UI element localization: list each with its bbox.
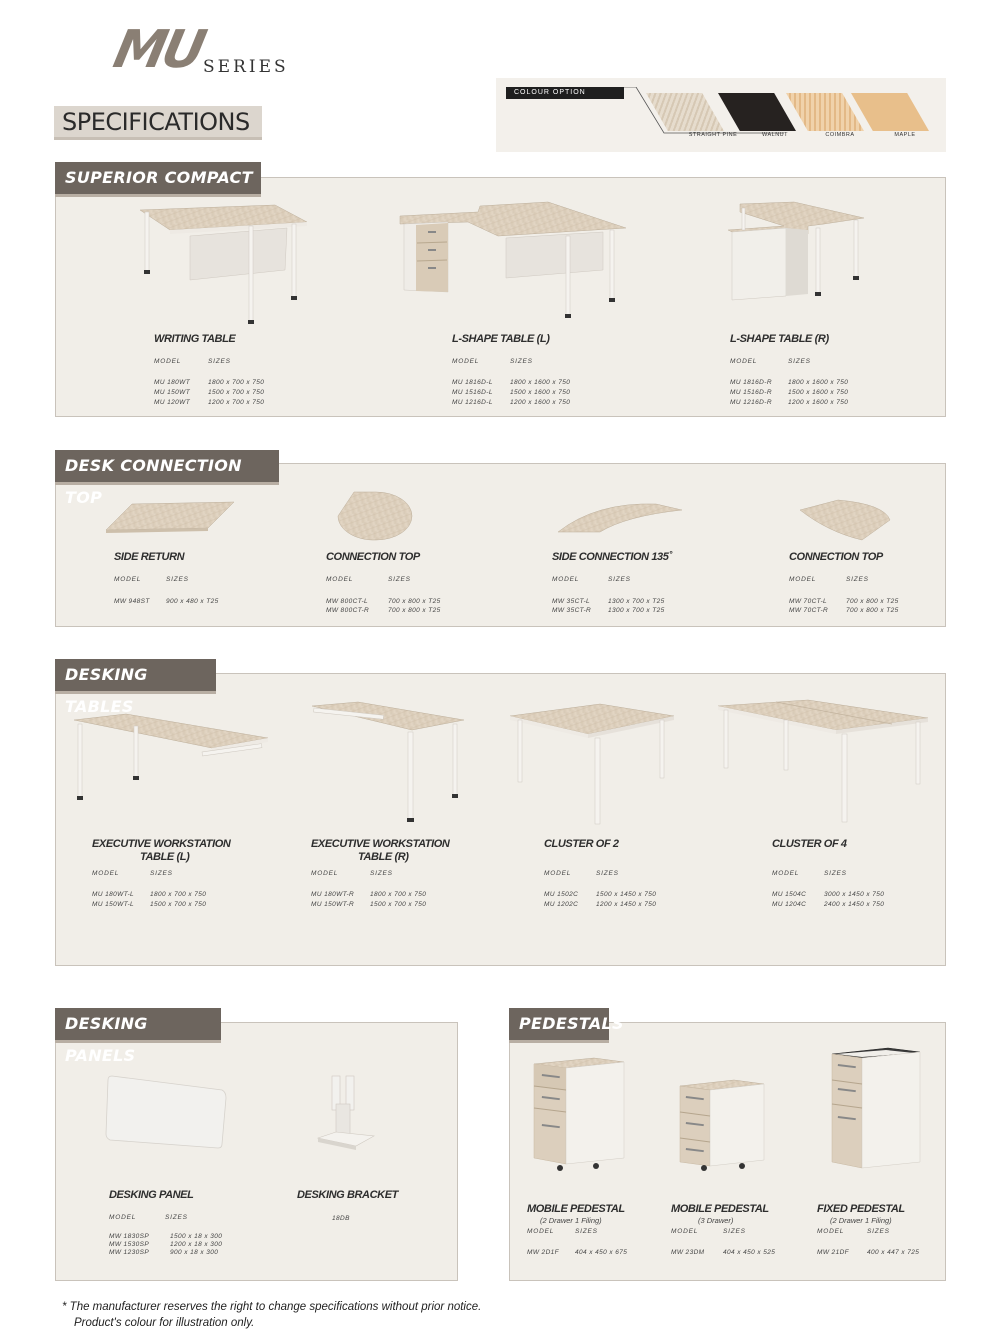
model-cell: MW 1530SP <box>109 1241 150 1248</box>
sizes-header: SIZES <box>208 358 231 365</box>
workstation-left-illustration <box>72 712 272 804</box>
size-cell: 404 x 450 x 525 <box>723 1249 776 1256</box>
size-cell: 1500 x 700 x 750 <box>150 901 207 908</box>
sizes-header: SIZES <box>165 1214 188 1221</box>
size-cell: 1500 x 1600 x 750 <box>788 389 849 396</box>
sizes-header: SIZES <box>608 576 631 583</box>
model-cell: MU 1516D-L <box>452 389 493 396</box>
footnote <box>62 1299 481 1331</box>
size-cell: 700 x 800 x T25 <box>846 598 899 605</box>
colour-option-panel <box>496 78 946 152</box>
product-title: CONNECTION TOP <box>789 551 883 563</box>
section-title: DESKING PANELS <box>55 1008 221 1040</box>
l-shape-table-right-illustration <box>724 200 869 325</box>
section-title: DESKING TABLES <box>55 659 216 691</box>
model-cell: MW 800CT-R <box>326 607 370 614</box>
product-title: CONNECTION TOP <box>326 551 420 563</box>
model-cell: MU 1516D-R <box>730 389 772 396</box>
section-title: PEDESTALS <box>509 1008 609 1040</box>
model-header: MODEL <box>311 870 339 877</box>
size-cell: 1500 x 700 x 750 <box>208 389 265 396</box>
side-connection-illustration <box>556 500 686 536</box>
model-cell: MW 70CT-L <box>789 598 828 605</box>
model-header: MODEL <box>154 358 182 365</box>
swatch-label: MAPLE <box>894 132 916 138</box>
model-header: MODEL <box>789 576 817 583</box>
size-cell: 1200 x 18 x 300 <box>170 1241 223 1248</box>
product-title: DESKING BRACKET <box>297 1189 398 1201</box>
model-header: MODEL <box>109 1214 137 1221</box>
sizes-header: SIZES <box>388 576 411 583</box>
size-cell: 400 x 447 x 725 <box>867 1249 920 1256</box>
swatch-label: STRAIGHT PINE <box>688 132 738 138</box>
size-cell: 900 x 18 x 300 <box>170 1249 219 1256</box>
sizes-header: SIZES <box>596 870 619 877</box>
model-cell: MW 70CT-R <box>789 607 829 614</box>
size-cell: 1500 x 1450 x 750 <box>596 891 657 898</box>
product-title: WRITING TABLE <box>154 333 236 345</box>
size-cell: 1500 x 1600 x 750 <box>510 389 571 396</box>
model-cell: MU 180WT <box>154 379 191 386</box>
connection-top-quarter-illustration <box>798 498 894 542</box>
model-header: MODEL <box>552 576 580 583</box>
desking-panel-illustration <box>104 1072 228 1152</box>
model-cell: MW 2D1F <box>527 1249 560 1256</box>
size-cell: 1800 x 1600 x 750 <box>510 379 571 386</box>
size-cell: 1800 x 1600 x 750 <box>788 379 849 386</box>
cluster-of-2-illustration <box>508 702 678 828</box>
product-subtitle: (2 Drawer 1 Filing) <box>830 1216 892 1225</box>
size-cell: 1200 x 1450 x 750 <box>596 901 657 908</box>
product-title: L-SHAPE TABLE (L) <box>452 333 550 345</box>
size-cell: 700 x 800 x T25 <box>846 607 899 614</box>
footnote-line: * The manufacturer reserves the right to change specifications without prior notice. <box>62 1301 482 1313</box>
model-cell: MW 23DM <box>671 1249 705 1256</box>
product-title: SIDE RETURN <box>114 551 185 563</box>
model-cell: MU 1502C <box>544 891 579 898</box>
l-shape-table-left-illustration <box>398 198 630 323</box>
model-cell: MW 948ST <box>114 598 150 605</box>
model-header: MODEL <box>730 358 758 365</box>
size-cell: 3000 x 1450 x 750 <box>824 891 885 898</box>
sizes-header: SIZES <box>788 358 811 365</box>
mobile-pedestal-2d1f-illustration <box>530 1054 628 1174</box>
product-subtitle: (3 Drawer) <box>698 1216 734 1225</box>
size-cell: 1300 x 700 x T25 <box>608 598 665 605</box>
model-cell: MU 1816D-R <box>730 379 772 386</box>
model-cell: MW 35CT-R <box>552 607 592 614</box>
sizes-header: SIZES <box>824 870 847 877</box>
model-cell: MW 800CT-L <box>326 598 369 605</box>
model-cell: MU 1816D-L <box>452 379 493 386</box>
size-cell: 1200 x 1600 x 750 <box>788 399 849 406</box>
size-cell: 404 x 450 x 675 <box>575 1249 628 1256</box>
section-title: DESK CONNECTION TOP <box>55 450 279 482</box>
size-cell: 1500 x 700 x 750 <box>370 901 427 908</box>
footnote-line: Product's colour for illustration only. <box>74 1317 255 1329</box>
swatch-label: WALNUT <box>761 132 789 138</box>
swatch-maple <box>851 93 929 131</box>
product-title: SIDE CONNECTION 135˚ <box>552 551 672 563</box>
product-title: MOBILE PEDESTAL <box>671 1203 769 1215</box>
model-cell: MU 1202C <box>544 901 579 908</box>
size-cell: 1800 x 700 x 750 <box>370 891 427 898</box>
model-cell: MU 150WT-R <box>311 901 355 908</box>
model-header: MODEL <box>817 1228 845 1235</box>
size-cell: 700 x 800 x T25 <box>388 607 441 614</box>
model-header: MODEL <box>114 576 142 583</box>
size-cell: 1200 x 700 x 750 <box>208 399 265 406</box>
connection-top-round-illustration <box>336 488 416 546</box>
size-cell: 1800 x 700 x 750 <box>150 891 207 898</box>
desking-bracket-illustration <box>314 1074 378 1154</box>
size-cell: 1200 x 1600 x 750 <box>510 399 571 406</box>
size-cell: 700 x 800 x T25 <box>388 598 441 605</box>
product-title: FIXED PEDESTAL <box>817 1203 905 1215</box>
size-cell: 1500 x 18 x 300 <box>170 1233 223 1240</box>
model-cell: MU 120WT <box>154 399 191 406</box>
logo-mark: MU <box>108 20 208 80</box>
product-title-line2: TABLE (R) <box>358 851 409 863</box>
sizes-header: SIZES <box>166 576 189 583</box>
product-title: CLUSTER OF 4 <box>772 838 847 850</box>
model-header: MODEL <box>452 358 480 365</box>
size-cell: 1800 x 700 x 750 <box>208 379 265 386</box>
model-header: MODEL <box>544 870 572 877</box>
bracket-code: 18DB <box>332 1215 350 1222</box>
product-title: EXECUTIVE WORKSTATION <box>311 838 450 850</box>
sizes-header: SIZES <box>867 1228 890 1235</box>
model-cell: MW 35CT-L <box>552 598 591 605</box>
model-cell: MU 180WT-L <box>92 891 135 898</box>
mobile-pedestal-3d-illustration <box>676 1076 768 1172</box>
model-cell: MW 1230SP <box>109 1249 150 1256</box>
size-cell: 900 x 480 x T25 <box>166 598 219 605</box>
product-subtitle: (2 Drawer 1 Filing) <box>540 1216 602 1225</box>
colour-option-label: COLOUR OPTION <box>506 87 624 99</box>
swatch-label: COIMBRA <box>825 132 855 138</box>
workstation-right-illustration <box>308 700 468 828</box>
side-return-illustration <box>104 500 239 540</box>
model-cell: MU 150WT-L <box>92 901 135 908</box>
product-title: DESKING PANEL <box>109 1189 194 1201</box>
model-cell: MU 1216D-L <box>452 399 493 406</box>
product-title-line2: TABLE (L) <box>140 851 190 863</box>
model-header: MODEL <box>326 576 354 583</box>
sizes-header: SIZES <box>510 358 533 365</box>
model-cell: MU 1504C <box>772 891 807 898</box>
model-header: MODEL <box>671 1228 699 1235</box>
cluster-of-4-illustration <box>716 698 932 830</box>
writing-table-illustration <box>135 200 315 330</box>
model-cell: MU 180WT-R <box>311 891 355 898</box>
fixed-pedestal-illustration <box>828 1046 924 1172</box>
model-cell: MU 1204C <box>772 901 807 908</box>
swatch-coimbra <box>786 93 864 131</box>
product-title: MOBILE PEDESTAL <box>527 1203 625 1215</box>
model-cell: MW 21DF <box>817 1249 850 1256</box>
product-title: EXECUTIVE WORKSTATION <box>92 838 231 850</box>
sizes-header: SIZES <box>575 1228 598 1235</box>
section-title: SUPERIOR COMPACT <box>55 162 261 194</box>
logo-word: SERIES <box>203 57 289 77</box>
sizes-header: SIZES <box>370 870 393 877</box>
product-title: CLUSTER OF 2 <box>544 838 619 850</box>
model-cell: MU 1216D-R <box>730 399 772 406</box>
size-cell: 1300 x 700 x T25 <box>608 607 665 614</box>
brand-logo <box>108 20 345 80</box>
product-title: L-SHAPE TABLE (R) <box>730 333 829 345</box>
model-header: MODEL <box>92 870 120 877</box>
page-title: SPECIFICATIONS <box>54 106 262 140</box>
size-cell: 2400 x 1450 x 750 <box>824 901 885 908</box>
sizes-header: SIZES <box>846 576 869 583</box>
model-header: MODEL <box>772 870 800 877</box>
sizes-header: SIZES <box>723 1228 746 1235</box>
model-cell: MW 1830SP <box>109 1233 150 1240</box>
sizes-header: SIZES <box>150 870 173 877</box>
model-cell: MU 150WT <box>154 389 191 396</box>
model-header: MODEL <box>527 1228 555 1235</box>
